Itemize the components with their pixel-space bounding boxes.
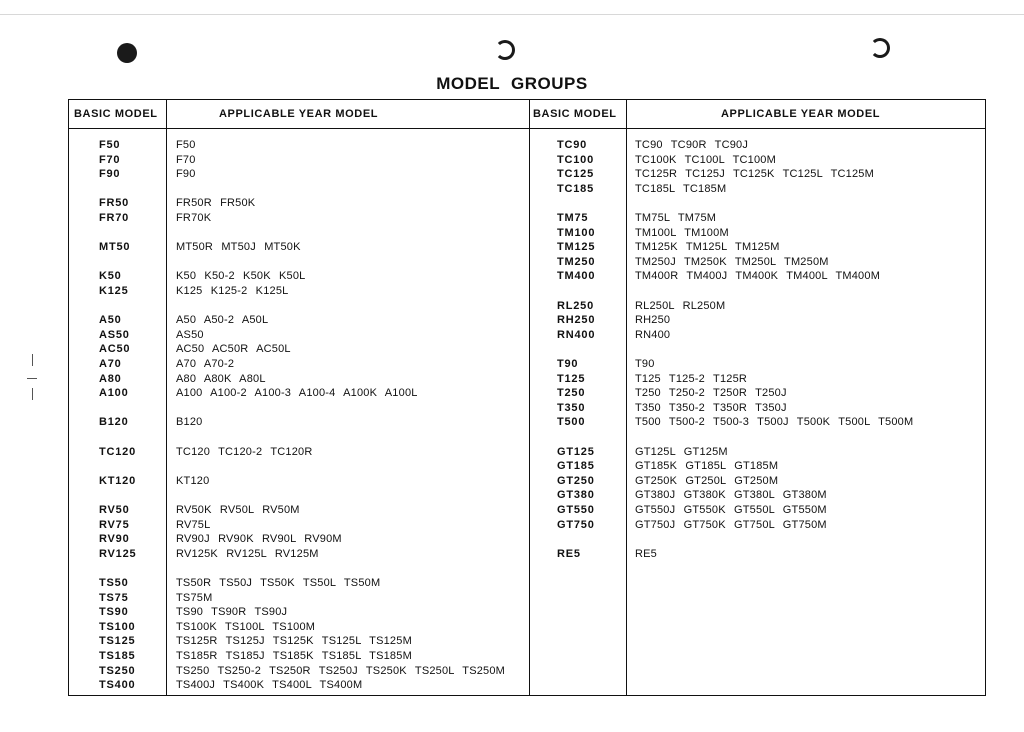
applicable-year-cell: T250 T250-2 T250R T250J <box>635 387 787 400</box>
binder-hole-icon <box>495 40 515 60</box>
applicable-year-cell: TS185R TS185J TS185K TS185L TS185M <box>176 650 412 662</box>
basic-model-cell: TM250 <box>557 255 596 268</box>
basic-model-cell: T500 <box>557 416 586 429</box>
basic-model-cell: RV125 <box>99 547 137 560</box>
basic-model-cell: K50 <box>99 270 122 283</box>
applicable-year-cell: TM125K TM125L TM125M <box>635 241 780 254</box>
applicable-year-cell: GT750J GT750K GT750L GT750M <box>635 518 827 531</box>
basic-model-cell: TM100 <box>557 226 596 239</box>
applicable-year-cell: A100 A100-2 A100-3 A100-4 A100K A100L <box>176 387 418 400</box>
basic-model-cell: FR70 <box>99 212 130 224</box>
basic-model-cell: T350 <box>557 401 586 414</box>
basic-model-cell: FR50 <box>99 197 130 210</box>
header-applicable-left: APPLICABLE YEAR MODEL <box>219 108 379 120</box>
applicable-year-cell: GT380J GT380K GT380L GT380M <box>635 489 827 502</box>
basic-model-cell: F70 <box>99 153 121 166</box>
header-applicable-right: APPLICABLE YEAR MODEL <box>721 108 881 120</box>
applicable-year-cell: RH250 <box>635 314 671 327</box>
applicable-year-cell: TS90 TS90R TS90J <box>176 606 288 619</box>
basic-model-cell: GT250 <box>557 474 595 487</box>
basic-model-cell: TC125 <box>557 168 595 181</box>
applicable-year-cell: T350 T350-2 T350R T350J <box>635 401 787 414</box>
basic-model-cell: T125 <box>557 372 586 385</box>
applicable-year-cell: FR70K <box>176 212 212 224</box>
applicable-year-cell: TM100L TM100M <box>635 226 729 239</box>
applicable-year-cell: RL250L RL250M <box>635 299 726 312</box>
basic-model-cell: RV90 <box>99 533 130 546</box>
basic-model-cell: RE5 <box>557 547 581 560</box>
applicable-year-cell: TC185L TC185M <box>635 182 727 195</box>
binder-hole-icon <box>870 38 890 58</box>
basic-model-cell: A50 <box>99 314 122 327</box>
applicable-year-cell: TC120 TC120-2 TC120R <box>176 445 313 458</box>
applicable-year-cell: A70 A70-2 <box>176 358 235 370</box>
applicable-year-cell: A80 A80K A80L <box>176 372 266 385</box>
applicable-year-cell: K50 K50-2 K50K K50L <box>176 270 306 283</box>
basic-model-cell: GT125 <box>557 445 595 458</box>
applicable-year-cell: MT50R MT50J MT50K <box>176 241 301 254</box>
basic-model-cell: TS250 <box>99 664 136 677</box>
margin-mark <box>32 388 33 400</box>
header-basic-model-left: BASIC MODEL <box>74 108 158 120</box>
basic-model-cell: A80 <box>99 372 122 385</box>
basic-model-cell: TS50 <box>99 577 129 589</box>
applicable-year-cell: TS75M <box>176 591 213 604</box>
applicable-year-cell: AS50 <box>176 328 204 341</box>
basic-model-cell: GT550 <box>557 504 595 516</box>
applicable-year-cell: AC50 AC50R AC50L <box>176 343 291 356</box>
basic-model-cell: KT120 <box>99 474 137 487</box>
applicable-year-cell: RV125K RV125L RV125M <box>176 547 319 560</box>
margin-mark <box>27 378 37 379</box>
basic-model-cell: TC185 <box>557 182 595 195</box>
applicable-year-cell: F70 <box>176 153 196 166</box>
header-divider <box>69 128 985 129</box>
applicable-year-cell: RV75L <box>176 518 211 531</box>
basic-model-cell: AC50 <box>99 343 131 356</box>
applicable-year-cell: T125 T125-2 T125R <box>635 372 748 385</box>
basic-model-cell: TC100 <box>557 153 595 166</box>
margin-mark <box>32 354 33 366</box>
binder-hole-icon <box>117 43 137 63</box>
applicable-year-cell: GT185K GT185L GT185M <box>635 460 779 473</box>
basic-model-cell: TM400 <box>557 270 596 283</box>
basic-model-cell: TM75 <box>557 212 589 224</box>
header-basic-model-right: BASIC MODEL <box>533 108 617 120</box>
column-divider <box>626 100 627 695</box>
basic-model-cell: TM125 <box>557 241 596 254</box>
page-top-edge <box>0 14 1024 15</box>
basic-model-cell: F50 <box>99 139 121 151</box>
basic-model-cell: TS75 <box>99 591 129 604</box>
applicable-year-cell: GT125L GT125M <box>635 445 728 458</box>
applicable-year-cell: TS250 TS250-2 TS250R TS250J TS250K TS250L TS250M <box>176 664 506 677</box>
applicable-year-cell: B120 <box>176 416 203 429</box>
basic-model-cell: RL250 <box>557 299 595 312</box>
basic-model-cell: F90 <box>99 168 121 181</box>
applicable-year-cell: K125 K125-2 K125L <box>176 285 289 297</box>
basic-model-cell: TS90 <box>99 606 129 619</box>
basic-model-cell: TS125 <box>99 635 136 648</box>
applicable-year-cell: T500 T500-2 T500-3 T500J T500K T500L T500M <box>635 416 914 429</box>
applicable-year-cell: TC90 TC90R TC90J <box>635 139 749 151</box>
applicable-year-cell: F50 <box>176 139 196 151</box>
basic-model-cell: TC120 <box>99 445 137 458</box>
applicable-year-cell: A50 A50-2 A50L <box>176 314 269 327</box>
applicable-year-cell: RN400 <box>635 328 671 341</box>
applicable-year-cell: RV90J RV90K RV90L RV90M <box>176 533 342 546</box>
basic-model-cell: MT50 <box>99 241 131 254</box>
basic-model-cell: GT185 <box>557 460 595 473</box>
basic-model-cell: TC90 <box>557 139 588 151</box>
basic-model-cell: T250 <box>557 387 586 400</box>
basic-model-cell: A100 <box>99 387 129 400</box>
basic-model-cell: RV50 <box>99 504 130 516</box>
applicable-year-cell: F90 <box>176 168 196 181</box>
basic-model-cell: GT750 <box>557 518 595 531</box>
applicable-year-cell: GT550J GT550K GT550L GT550M <box>635 504 827 516</box>
basic-model-cell: TS400 <box>99 679 136 692</box>
basic-model-cell: AS50 <box>99 328 130 341</box>
applicable-year-cell: T90 <box>635 358 655 370</box>
applicable-year-cell: TM75L TM75M <box>635 212 717 224</box>
applicable-year-cell: TS50R TS50J TS50K TS50L TS50M <box>176 577 381 589</box>
basic-model-cell: K125 <box>99 285 129 297</box>
applicable-year-cell: TM250J TM250K TM250L TM250M <box>635 255 829 268</box>
applicable-year-cell: GT250K GT250L GT250M <box>635 474 779 487</box>
applicable-year-cell: TC125R TC125J TC125K TC125L TC125M <box>635 168 874 181</box>
basic-model-cell: B120 <box>99 416 129 429</box>
applicable-year-cell: TM400R TM400J TM400K TM400L TM400M <box>635 270 881 283</box>
basic-model-cell: RH250 <box>557 314 596 327</box>
applicable-year-cell: TS125R TS125J TS125K TS125L TS125M <box>176 635 412 648</box>
basic-model-cell: TS185 <box>99 650 136 662</box>
basic-model-cell: T90 <box>557 358 579 370</box>
applicable-year-cell: TC100K TC100L TC100M <box>635 153 776 166</box>
basic-model-cell: RN400 <box>557 328 596 341</box>
applicable-year-cell: FR50R FR50K <box>176 197 256 210</box>
basic-model-cell: TS100 <box>99 620 136 633</box>
applicable-year-cell: RV50K RV50L RV50M <box>176 504 300 516</box>
applicable-year-cell: TS100K TS100L TS100M <box>176 620 316 633</box>
basic-model-cell: GT380 <box>557 489 595 502</box>
applicable-year-cell: TS400J TS400K TS400L TS400M <box>176 679 363 692</box>
model-groups-table <box>68 99 986 696</box>
basic-model-cell: RV75 <box>99 518 130 531</box>
column-divider <box>166 100 167 695</box>
page-title: MODEL GROUPS <box>436 74 588 93</box>
basic-model-cell: A70 <box>99 358 122 370</box>
column-divider <box>529 100 530 695</box>
applicable-year-cell: KT120 <box>176 474 210 487</box>
applicable-year-cell: RE5 <box>635 547 657 560</box>
